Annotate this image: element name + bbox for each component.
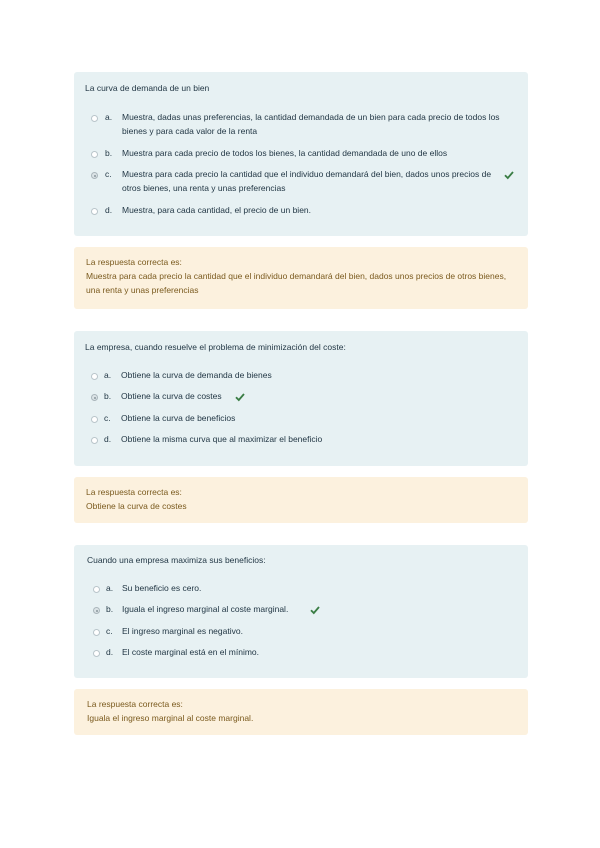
option-letter: b.	[104, 391, 112, 401]
option-letter: d.	[106, 647, 114, 657]
radio-button-d[interactable]	[93, 650, 100, 657]
option-text-b[interactable]: Iguala el ingreso marginal al coste marginal.	[122, 604, 289, 614]
option-text-c[interactable]: Obtiene la curva de beneficios	[121, 413, 236, 423]
question-prompt: Cuando una empresa maximiza sus beneficios:	[87, 555, 266, 565]
feedback-label: La respuesta correcta es:	[87, 699, 183, 709]
option-letter: b.	[105, 148, 113, 158]
radio-button-a[interactable]	[91, 115, 98, 122]
radio-button-b[interactable]	[93, 607, 100, 614]
option-text-c[interactable]: El ingreso marginal es negativo.	[122, 626, 243, 636]
check-icon	[235, 392, 245, 402]
option-text-d[interactable]: Muestra, para cada cantidad, el precio de un bien.	[122, 205, 312, 215]
radio-button-a[interactable]	[91, 373, 98, 380]
radio-button-d[interactable]	[91, 208, 98, 215]
question-card-1	[74, 72, 528, 236]
option-letter: c.	[104, 413, 111, 423]
check-icon	[504, 170, 514, 180]
option-letter: a.	[105, 112, 113, 122]
feedback-answer: Iguala el ingreso marginal al coste marginal.	[87, 713, 254, 723]
question-card-3	[74, 545, 528, 678]
option-text-b[interactable]: Obtiene la curva de costes	[121, 391, 222, 401]
option-letter: a.	[106, 583, 114, 593]
option-text-a[interactable]: Su beneficio es cero.	[122, 583, 202, 593]
option-letter: d.	[104, 434, 112, 444]
radio-button-d[interactable]	[91, 437, 98, 444]
radio-button-c[interactable]	[93, 629, 100, 636]
check-icon	[310, 605, 320, 615]
question-card-2	[74, 331, 528, 466]
question-prompt: La empresa, cuando resuelve el problema de minimización del coste:	[85, 342, 346, 352]
option-text-c[interactable]: Muestra para cada precio la cantidad que el individuo demandará del bien, dados unos precios de otros bienes, una renta y unas preferencias	[122, 169, 492, 193]
feedback-label: La respuesta correcta es:	[86, 487, 182, 497]
radio-button-c[interactable]	[91, 172, 98, 179]
radio-button-a[interactable]	[93, 586, 100, 593]
radio-button-b[interactable]	[91, 151, 98, 158]
option-text-a[interactable]: Muestra, dadas unas preferencias, la cantidad demandada de un bien para cada precio de todos los bienes y para cada valor de la renta	[122, 112, 500, 136]
question-prompt: La curva de demanda de un bien	[85, 83, 210, 93]
option-letter: c.	[106, 626, 113, 636]
radio-button-b[interactable]	[91, 394, 98, 401]
feedback-card-1	[74, 247, 528, 309]
feedback-card-3	[74, 689, 528, 735]
feedback-answer: Muestra para cada precio la cantidad que el individuo demandará del bien, dados unos precios de otros bienes, una renta y unas preferencias	[86, 271, 507, 295]
option-letter: c.	[105, 169, 112, 179]
option-letter: b.	[106, 604, 114, 614]
feedback-label: La respuesta correcta es:	[86, 257, 182, 267]
radio-button-c[interactable]	[91, 416, 98, 423]
option-text-a[interactable]: Obtiene la curva de demanda de bienes	[121, 370, 272, 380]
option-text-d[interactable]: Obtiene la misma curva que al maximizar el beneficio	[121, 434, 323, 444]
feedback-answer: Obtiene la curva de costes	[86, 501, 187, 511]
option-text-b[interactable]: Muestra para cada precio de todos los bienes, la cantidad demandada de uno de ellos	[122, 148, 448, 158]
option-text-d[interactable]: El coste marginal está en el mínimo.	[122, 647, 260, 657]
option-letter: d.	[105, 205, 113, 215]
option-letter: a.	[104, 370, 112, 380]
feedback-card-2	[74, 477, 528, 523]
